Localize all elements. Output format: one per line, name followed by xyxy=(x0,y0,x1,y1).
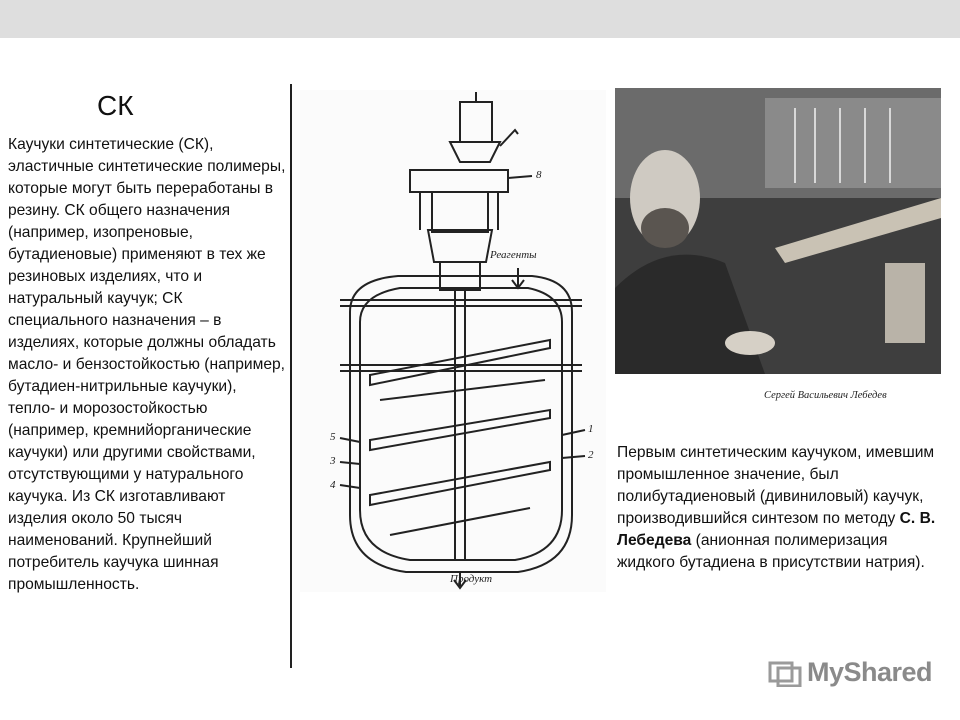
diagram-label-3: 3 xyxy=(330,455,336,467)
body-paragraph: Каучуки синтетические (СК), эластичные синтетические полимеры, которые могут быть переработаны в резину. СК общего назначения (например, изопреновые, бутадиеновые) применяют в тех же резиновых изделиях, что и натуральный каучук; СК специального назначения – в изделиях, которые должны обладать масло- и бензостойкостью (например, бутадиен-нитрильные каучуки), тепло- и морозостойкостью (например, кремнийорганические каучуки) или другими свойствами, отсутствующими у натурального каучука. Из СК изготавливают изделия около 50 тысяч наименований. Крупнейший потребитель каучука шинная промышленность. xyxy=(8,136,286,593)
watermark-text: MyShared xyxy=(807,657,933,687)
vertical-divider xyxy=(290,84,292,668)
diagram-label-product: Продукт xyxy=(450,573,493,585)
myshared-logo-icon xyxy=(768,659,802,687)
diagram-label-5: 5 xyxy=(330,431,336,443)
diagram-label-8: 8 xyxy=(536,169,542,181)
reactor-diagram-drawing xyxy=(300,90,606,592)
lebedev-name: С. В. Лебедева xyxy=(617,510,936,549)
slide-title: СК xyxy=(97,90,134,121)
right-text-after: (анионная полимеризация жидкого бутадиена в присутствии натрия). xyxy=(617,532,925,571)
diagram-label-2: 2 xyxy=(588,449,594,461)
myshared-watermark xyxy=(768,657,932,688)
photo-caption: Сергей Васильевич Лебедев xyxy=(764,390,887,401)
diagram-label-1: 1 xyxy=(588,423,594,435)
right-text-before: Первым синтетическим каучуком, имевшим промышленное значение, был полибутадиеновый (дивиниловый) каучук, производившийся синтезом по методу xyxy=(617,444,935,527)
top-bar xyxy=(0,0,960,38)
right-paragraph xyxy=(617,442,937,574)
diagram-label-4: 4 xyxy=(330,479,336,491)
reactor-diagram xyxy=(300,90,606,592)
lebedev-photo xyxy=(615,88,941,374)
diagram-label-reagents: Реагенты xyxy=(490,249,537,261)
photo-drawing xyxy=(615,88,941,374)
